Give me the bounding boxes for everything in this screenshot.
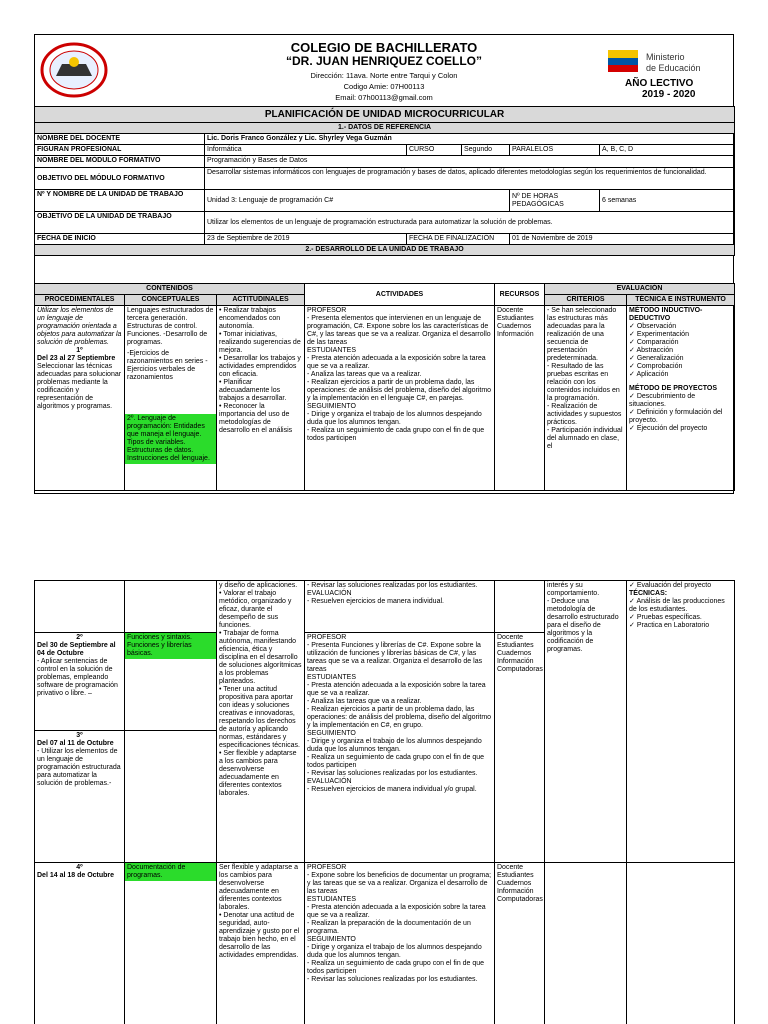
week4-est: - Realizan la preparación de la documentación de un programa.	[307, 920, 492, 936]
week2-eval: - Resuelven ejercicios de manera individual y/o grupal.	[307, 786, 492, 794]
profesor-label-4: PROFESOR	[307, 864, 347, 871]
tecnica2-item: ✓ Evaluación del proyecto	[629, 582, 732, 590]
ministry-line2: de Educación	[646, 63, 701, 73]
conc-text-2: -Ejercicios de razonamientos en series -Ejercicios verbales de razonamientos	[127, 350, 208, 381]
week2-seg: - Revisar las soluciones realizadas por los estudiantes.	[307, 770, 492, 778]
week4-cell	[35, 863, 125, 1024]
criterio2-item: - Deduce una metodología de desarrollo estructurado para el diseño de algoritmos y la codificación de programas.	[547, 598, 624, 654]
week2-est: - Realizan ejercicios a partir de un problema dado, las operaciones: de análisis del problema, diseño del algoritmo y la implementación en C#, en grupo.	[307, 706, 492, 730]
estudiantes-item: - Presta atención adecuada a la exposición sobre la tarea que se va a realizar.	[307, 355, 492, 371]
tecnica2-item: ✓ Pruebas específicas.	[629, 614, 732, 622]
seguimiento-item: - Dirige y organiza el trabajo de los alumnos despejando duda que los alumnos tengan.	[307, 411, 492, 427]
act2-item: Ser flexible y adaptarse a los cambios para desenvolverse adecuadamente en diferentes contextos laborales.	[219, 864, 298, 911]
tecnica-item: ✓ Experimentación	[629, 331, 732, 339]
school-title: COLEGIO DE BACHILLERATO	[290, 40, 478, 55]
recursos-header: RECURSOS	[495, 284, 545, 306]
fin-label: FECHA DE FINALIZACIÓN	[407, 234, 510, 245]
procedimentales-header: PROCEDIMENTALES	[35, 295, 125, 306]
paralelos-value: A, B, C, D	[600, 145, 735, 156]
week2-prof: - Presenta Funciones y librerías de C#. Expone sobre la utilización de funciones y librerías básicas de C#, y las tareas que se va a realizar. Organiza el desarrollo de las tareas	[307, 642, 492, 674]
unidad-label: Nº Y NOMBRE DE LA UNIDAD DE TRABAJO	[35, 190, 205, 212]
seguimiento-item: - Realiza un seguimiento de cada grupo con el fin de que todos participen	[307, 427, 492, 443]
tecnica-item: ✓ Generalización	[629, 355, 732, 363]
act2-item: • Denotar una actitud de seguridad, auto-aprendizaje y gusto por el trabajo bien hecho, en el desarrollo de las actividades emprendidas.	[219, 912, 302, 960]
proc-objective: Utilizar los elementos de un lenguaje de programación orientada a objetos para automatizar la solución de problemas.	[37, 307, 122, 346]
week4-tecnica	[627, 863, 735, 1024]
school-amie: Codigo Amie: 07H00113	[343, 82, 425, 91]
tecnica-item: ✓ Ejecución del proyecto	[629, 425, 732, 433]
week4-seg: - Dirige y organiza el trabajo de los alumnos despejando duda que los alumnos tengan.	[307, 944, 492, 960]
act2-item: • Trabajar de forma autónoma, manifestando eficiencia, ética y disciplina en el desarrollo de soluciones algorítmicas a los problemas planteados.	[219, 630, 302, 686]
section2-title: 2.- DESARROLLO DE LA UNIDAD DE TRABAJO	[35, 245, 735, 256]
conc-highlight: 2º. Lenguaje de programación: Entidades que maneja el lenguaje. Tipos de variables. Estructuras de datos. Instrucciones del lenguaje.	[125, 414, 216, 464]
curso-value: Segundo	[462, 145, 510, 156]
modulo-label: NOMBRE DEL MÓDULO FORMATIVO	[35, 156, 205, 168]
development-table-page2	[34, 580, 735, 1024]
tecnica-item: ✓ Comprobación	[629, 363, 732, 371]
doc-title: PLANIFICACIÓN DE UNIDAD MICROCURRICULAR	[35, 107, 735, 123]
proc-text: Seleccionar las técnicas adecuadas para solucionar problemas mediante la codificación y representación de algoritmos y programas.	[37, 363, 122, 410]
criterio-item: - Participación individual del alumnado en clase, el	[547, 427, 624, 451]
conc-cell-top	[125, 581, 217, 633]
week2-est: - Analiza las tareas que va a realizar.	[307, 698, 492, 706]
docente-value: Lic. Doris Franco González y Lic. Shyrley Vega Guzmán	[205, 134, 735, 145]
profesor-label-2: PROFESOR	[307, 634, 347, 641]
revisar-item: - Revisar las soluciones realizadas por los estudiantes.	[307, 582, 492, 590]
reference-table	[34, 106, 735, 256]
seguimiento-label-2: SEGUIMIENTO	[307, 730, 356, 737]
year-label: AÑO LECTIVO	[625, 78, 694, 89]
tecnica-cell	[627, 306, 735, 491]
week3-number: 3º	[76, 732, 83, 739]
week3-dates: Del 07 al 11 de Octubre	[37, 740, 114, 747]
evaluacion-header: EVALUACIÓN	[545, 284, 735, 295]
tecnica-item: ✓ Definición y formulación del proyecto.	[629, 409, 732, 425]
section1-title: 1.- DATOS DE REFERENCIA	[35, 123, 735, 134]
objetivo-unidad-value: Utilizar los elementos de un lenguaje de programación estructurada para automatizar la solución de problemas.	[205, 212, 735, 234]
estudiantes-label-2: ESTUDIANTES	[307, 674, 357, 681]
profesor-label: PROFESOR	[307, 307, 347, 314]
criterio2-item: interés y su comportamiento.	[547, 582, 600, 597]
act2-item: • Tener una actitud propositiva para aportar con ideas y soluciones creativas e innovadoras, respetando los derechos de autoría y aplicando normas, estándares y especificaciones técnicas.	[219, 686, 302, 750]
week-number: 1º	[76, 347, 83, 354]
objetivo-modulo-label: OBJETIVO DEL MÓDULO FORMATIVO	[35, 168, 205, 190]
modulo-value: Programación y Bases de Datos	[205, 156, 735, 168]
conceptuales-cell	[125, 306, 217, 491]
week2-seg: - Realiza un seguimiento de cada grupo con el fin de que todos participen	[307, 754, 492, 770]
recursos-cell: Docente Estudiantes Cuadernos Información	[495, 306, 545, 491]
paralelos-label: PARALELOS	[510, 145, 600, 156]
proc-cell-top	[35, 581, 125, 633]
week2-actividades	[305, 633, 495, 863]
seguimiento-label: SEGUIMIENTO	[307, 403, 356, 410]
tecnica-item: ✓ Aplicación	[629, 371, 732, 379]
week2-cell	[35, 633, 125, 731]
horas-label: Nº DE HORAS PEDAGÓGICAS	[510, 190, 600, 212]
criterios-cell	[545, 306, 627, 491]
evaluacion-label-2: EVALUACIÓN	[307, 778, 352, 785]
school-email: Email: 07h00113@gmail.com	[335, 93, 433, 102]
school-address: Dirección: 11ava. Norte entre Tarqui y Colon	[310, 71, 458, 80]
horas-value: 6 semanas	[600, 190, 735, 212]
actitudinales-cell-2	[217, 581, 305, 863]
week4-est: - Presta atención adecuada a la exposición sobre la tarea que se va a realizar.	[307, 904, 492, 920]
week2-proc: - Aplicar sentencias de control en la solución de problemas, empleando software de programación privativo o libre. –	[37, 658, 122, 698]
seguimiento-label-4: SEGUIMIENTO	[307, 936, 356, 943]
week4-conc-cell	[125, 863, 217, 1024]
week2-dates: Del 30 de Septiembre al 04 de Octubre	[37, 642, 116, 657]
evaluacion-item: - Resuelven ejercicios de manera individual.	[307, 598, 492, 606]
act-item: • Planificar adecuadamente los trabajos a desarrollar.	[219, 379, 302, 403]
figuran-label: FIGURAN PROFESIONAL	[35, 145, 205, 156]
procedimentales-cell	[35, 306, 125, 491]
week2-conc: Funciones y sintaxis. Funciones y librerías básicas.	[125, 633, 216, 659]
conc-text-1: Lenguajes estructurados de tercera generación. Estructuras de control. Funciones. -Desarrollo de programas.	[127, 307, 214, 346]
week3-conc-cell	[125, 731, 217, 863]
actividades-cell-top	[305, 581, 495, 633]
act-item: • Realizar trabajos encomendados con autonomía.	[219, 307, 302, 331]
objetivo-unidad-label: OBJETIVO DE LA UNIDAD DE TRABAJO	[35, 212, 205, 234]
week4-criterios	[545, 863, 627, 1024]
tecnicas-label: TÉCNICAS:	[629, 590, 668, 597]
tecnica-header: TÉCNICA E INSTRUMENTO	[627, 295, 735, 306]
week4-conc: Documentación de programas.	[125, 863, 216, 881]
ministry-line1: Ministerio	[646, 52, 685, 62]
criterio-item: - Realización de actividades y supuestos prácticos.	[547, 403, 624, 427]
tecnica-item: ✓ Comparación	[629, 339, 732, 347]
act2-item: y diseño de aplicaciones.	[219, 582, 298, 589]
contenidos-header: CONTENIDOS	[35, 284, 305, 295]
estudiantes-label: ESTUDIANTES	[307, 347, 357, 354]
tecnica-title: MÉTODO INDUCTIVO-DEDUCTIVO	[629, 307, 703, 322]
tecnica-item: ✓ Abstracción	[629, 347, 732, 355]
tecnica-cell-2	[627, 581, 735, 863]
week4-actitudinales	[217, 863, 305, 1024]
year-value: 2019 - 2020	[642, 89, 696, 100]
criterios-cell-2	[545, 581, 627, 863]
week4-dates: Del 14 al 18 de Octubre	[37, 872, 115, 879]
week3-proc: - Utilizar los elementos de un lenguaje de programación estructurada para automatizar la solución de problemas.-	[37, 748, 122, 788]
act-item: • Tomar iniciativas, realizando sugerencias de mejora.	[219, 331, 302, 355]
inicio-value: 23 de Septiembre de 2019	[205, 234, 407, 245]
criterio-item: - Se han seleccionado las estructuras más adecuadas para la realización de una secuencia de presentación predeterminada.	[547, 307, 624, 363]
week2-est: - Presta atención adecuada a la exposición sobre la tarea que se va a realizar.	[307, 682, 492, 698]
estudiantes-item: - Realizan ejercicios a partir de un problema dado, las operaciones: de análisis del problema, diseño del algoritmo y la implementación en el lenguaje C#, en parejas.	[307, 379, 492, 403]
unidad-value: Unidad 3: Lenguaje de programación C#	[205, 190, 510, 212]
tecnica-item: ✓ Descubrimiento de situaciones.	[629, 393, 732, 409]
week2-recursos: Docente Estudiantes Cuadernos Información Computadoras	[495, 633, 545, 863]
evaluacion-label: EVALUACIÓN	[307, 590, 352, 597]
week2-seg: - Dirige y organiza el trabajo de los alumnos despejando duda que los alumnos tengan.	[307, 738, 492, 754]
act2-item: • Valorar el trabajo metódico, organizado y eficaz, durante el desempeño de sus funciones.	[219, 590, 302, 630]
tecnica-item: ✓ Observación	[629, 323, 732, 331]
tecnica2-item: ✓ Practica en Laboratorio	[629, 622, 732, 630]
criterios-header: CRITERIOS	[545, 295, 627, 306]
estudiantes-item: - Analiza las tareas que va a realizar.	[307, 371, 492, 379]
estudiantes-label-4: ESTUDIANTES	[307, 896, 357, 903]
criterio-item: - Resultado de las pruebas escritas en relación con los contenidos incluidos en la programación.	[547, 363, 624, 403]
docente-label: NOMBRE DEL DOCENTE	[35, 134, 205, 145]
actividades-cell	[305, 306, 495, 491]
act-item: • Desarrollar los trabajos y actividades emprendidos con eficacia.	[219, 355, 302, 379]
week3-cell	[35, 731, 125, 863]
act-item: • Reconocer la importancia del uso de metodologías de desarrollo en el análisis	[219, 403, 302, 435]
week4-seg: - Realiza un seguimiento de cada grupo con el fin de que todos participen	[307, 960, 492, 976]
week4-prof: - Expone sobre los beneficios de documentar un programa; y las tareas que se va a realizar. Organiza el desarrollo de las tareas	[307, 872, 492, 896]
school-name: “DR. JUAN HENRIQUEZ COELLO”	[285, 54, 482, 68]
tecnica2-item: ✓ Análisis de las producciones de los estudiantes.	[629, 598, 732, 614]
profesor-text: - Presenta elementos que intervienen en un lenguaje de programación, C#. Expone sobre los las características de C#, y las tareas que se va a realizar. Organiza el desarrollo de las tareas	[307, 315, 492, 347]
conceptuales-header: CONCEPTUALES	[125, 295, 217, 306]
figuran-value: Informática	[205, 145, 407, 156]
actitudinales-cell	[217, 306, 305, 491]
week-dates: Del 23 al 27 Septiembre	[37, 355, 116, 362]
recursos-cell-top	[495, 581, 545, 633]
act2-item: • Ser flexible y adaptarse a los cambios para desenvolverse adecuadamente en diferentes contextos laborales.	[219, 750, 302, 798]
actividades-header: ACTIVIDADES	[305, 284, 495, 306]
week4-number: 4º	[76, 864, 83, 871]
inicio-label: FECHA DE INICIO	[35, 234, 205, 245]
week4-seg: - Revisar las soluciones realizadas por los estudiantes.	[307, 976, 492, 984]
week4-actividades	[305, 863, 495, 1024]
week2-number: 2º	[76, 634, 83, 641]
week4-recursos: Docente Estudiantes Cuadernos Información Computadoras	[495, 863, 545, 1024]
actitudinales-header: ACTITUDINALES	[217, 295, 305, 306]
curso-label: CURSO	[407, 145, 462, 156]
development-table-page1	[34, 283, 735, 491]
tecnica-title-2: MÉTODO DE PROYECTOS	[629, 385, 718, 392]
week2-conc-cell	[125, 633, 217, 731]
objetivo-modulo-value: Desarrollar sistemas informáticos con lenguajes de programación y bases de datos, aplicado diferentes metodologías según los requerimientos de funcionalidad.	[205, 168, 735, 190]
fin-value: 01 de Noviembre de 2019	[510, 234, 735, 245]
